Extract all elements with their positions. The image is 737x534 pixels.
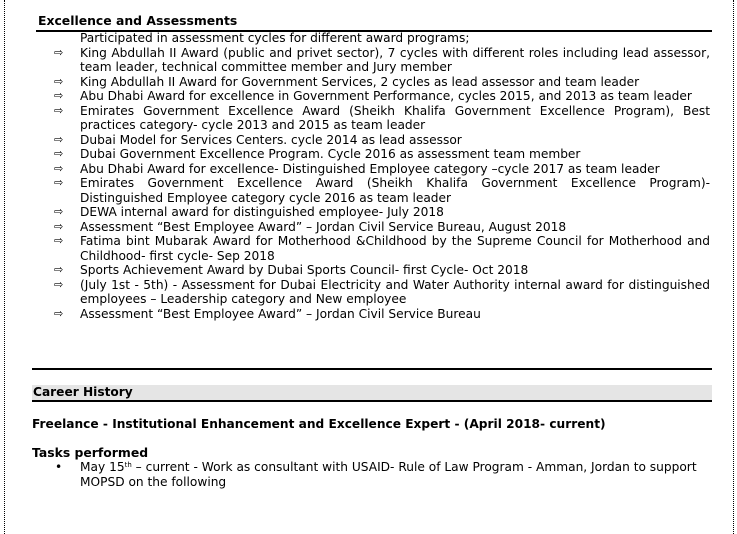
arrow-right-outline-icon: ⇨ — [54, 263, 64, 276]
award-item-text: King Abdullah II Award for Government Services, 2 cycles as lead assessor and team leader — [80, 74, 640, 89]
page-border-right — [733, 0, 734, 534]
award-item-text: Sports Achievement Award by Dubai Sports Council- first Cycle- Oct 2018 — [80, 263, 529, 277]
award-item — [32, 162, 710, 177]
tasks-heading: Tasks performed — [32, 445, 149, 460]
arrow-right-outline-icon: ⇨ — [54, 45, 64, 59]
tasks-list — [32, 460, 712, 489]
award-item-text: King Abdullah II Award (public and privet sector), 7 cycles with different roles including lead assessor, team leader, technical committee member and Jury member — [80, 45, 710, 74]
arrow-right-outline-icon: ⇨ — [54, 74, 64, 88]
bullet-dot-icon: • — [55, 460, 63, 474]
arrow-right-outline-icon: ⇨ — [54, 306, 64, 320]
arrow-right-outline-icon: ⇨ — [54, 277, 64, 291]
task-date-superscript: th — [124, 461, 132, 469]
arrow-right-outline-icon: ⇨ — [54, 161, 64, 175]
award-item-text: Abu Dhabi Award for excellence- Distinguished Employee category –cycle 2017 as team leader — [80, 161, 660, 176]
award-item — [32, 278, 710, 307]
award-item-text: Emirates Government Excellence Award (Sheikh Khalifa Government Excellence Program)- Distinguished Employee category cycle 2016 as team leader — [80, 176, 710, 205]
arrow-right-outline-icon: ⇨ — [54, 176, 64, 189]
excellence-section-heading: Excellence and Assessments — [38, 13, 238, 28]
award-item-text: Abu Dhabi Award for excellence in Government Performance, cycles 2015, and 2013 as team leader — [80, 89, 692, 103]
arrow-right-outline-icon: ⇨ — [54, 234, 64, 247]
award-item-text: Emirates Government Excellence Award (Sheikh Khalifa Government Excellence Program), Best practices category- cycle 2013 and 2015 as team leader — [80, 103, 710, 132]
award-item — [32, 133, 710, 148]
award-item — [32, 89, 710, 104]
task-item — [32, 460, 710, 489]
arrow-right-outline-icon: ⇨ — [54, 219, 64, 233]
award-item — [32, 176, 710, 205]
award-item — [32, 104, 710, 133]
page-border-left — [4, 0, 5, 534]
career-history-header-band — [32, 385, 712, 402]
arrow-right-outline-icon: ⇨ — [54, 103, 64, 117]
award-item-text: Assessment “Best Employee Award” – Jordan Civil Service Bureau — [80, 306, 481, 321]
award-item-text: Assessment “Best Employee Award” – Jordan Civil Service Bureau, August 2018 — [80, 219, 567, 234]
award-item — [32, 46, 710, 75]
award-item-text: Fatima bint Mubarak Award for Motherhood &Childhood by the Supreme Council for Motherhood and Childhood- first cycle- Sep 2018 — [80, 234, 710, 263]
arrow-right-outline-icon: ⇨ — [54, 132, 64, 146]
award-item-text: (July 1st - 5th) - Assessment for Dubai Electricity and Water Authority internal award for distinguished employees – Leadership category and New employee — [80, 277, 710, 306]
task-date-prefix: May 15 — [80, 460, 125, 474]
arrow-right-outline-icon: ⇨ — [54, 89, 64, 102]
award-item — [32, 147, 710, 162]
career-history-heading: Career History — [33, 385, 133, 399]
award-item — [32, 205, 710, 220]
section-divider — [32, 368, 712, 370]
award-item — [32, 307, 710, 322]
award-item-text: Dubai Model for Services Centers. cycle 2014 as lead assessor — [80, 132, 462, 147]
award-item-text: DEWA internal award for distinguished employee- July 2018 — [80, 205, 444, 219]
award-intro: Participated in assessment cycles for different award programs; — [80, 31, 470, 45]
award-list — [32, 31, 712, 321]
award-item — [32, 75, 710, 90]
arrow-right-outline-icon: ⇨ — [54, 147, 64, 160]
award-item-text: Dubai Government Excellence Program. Cycle 2016 as assessment team member — [80, 147, 581, 161]
task-text: – current - Work as consultant with USAID- Rule of Law Program - Amman, Jordan to support MOPSD on the following — [80, 460, 697, 489]
arrow-right-outline-icon: ⇨ — [54, 205, 64, 218]
award-item — [32, 234, 710, 263]
award-item — [32, 263, 710, 278]
job-title: Freelance - Institutional Enhancement and Excellence Expert - (April 2018- current) — [32, 417, 606, 431]
award-item — [32, 220, 710, 235]
